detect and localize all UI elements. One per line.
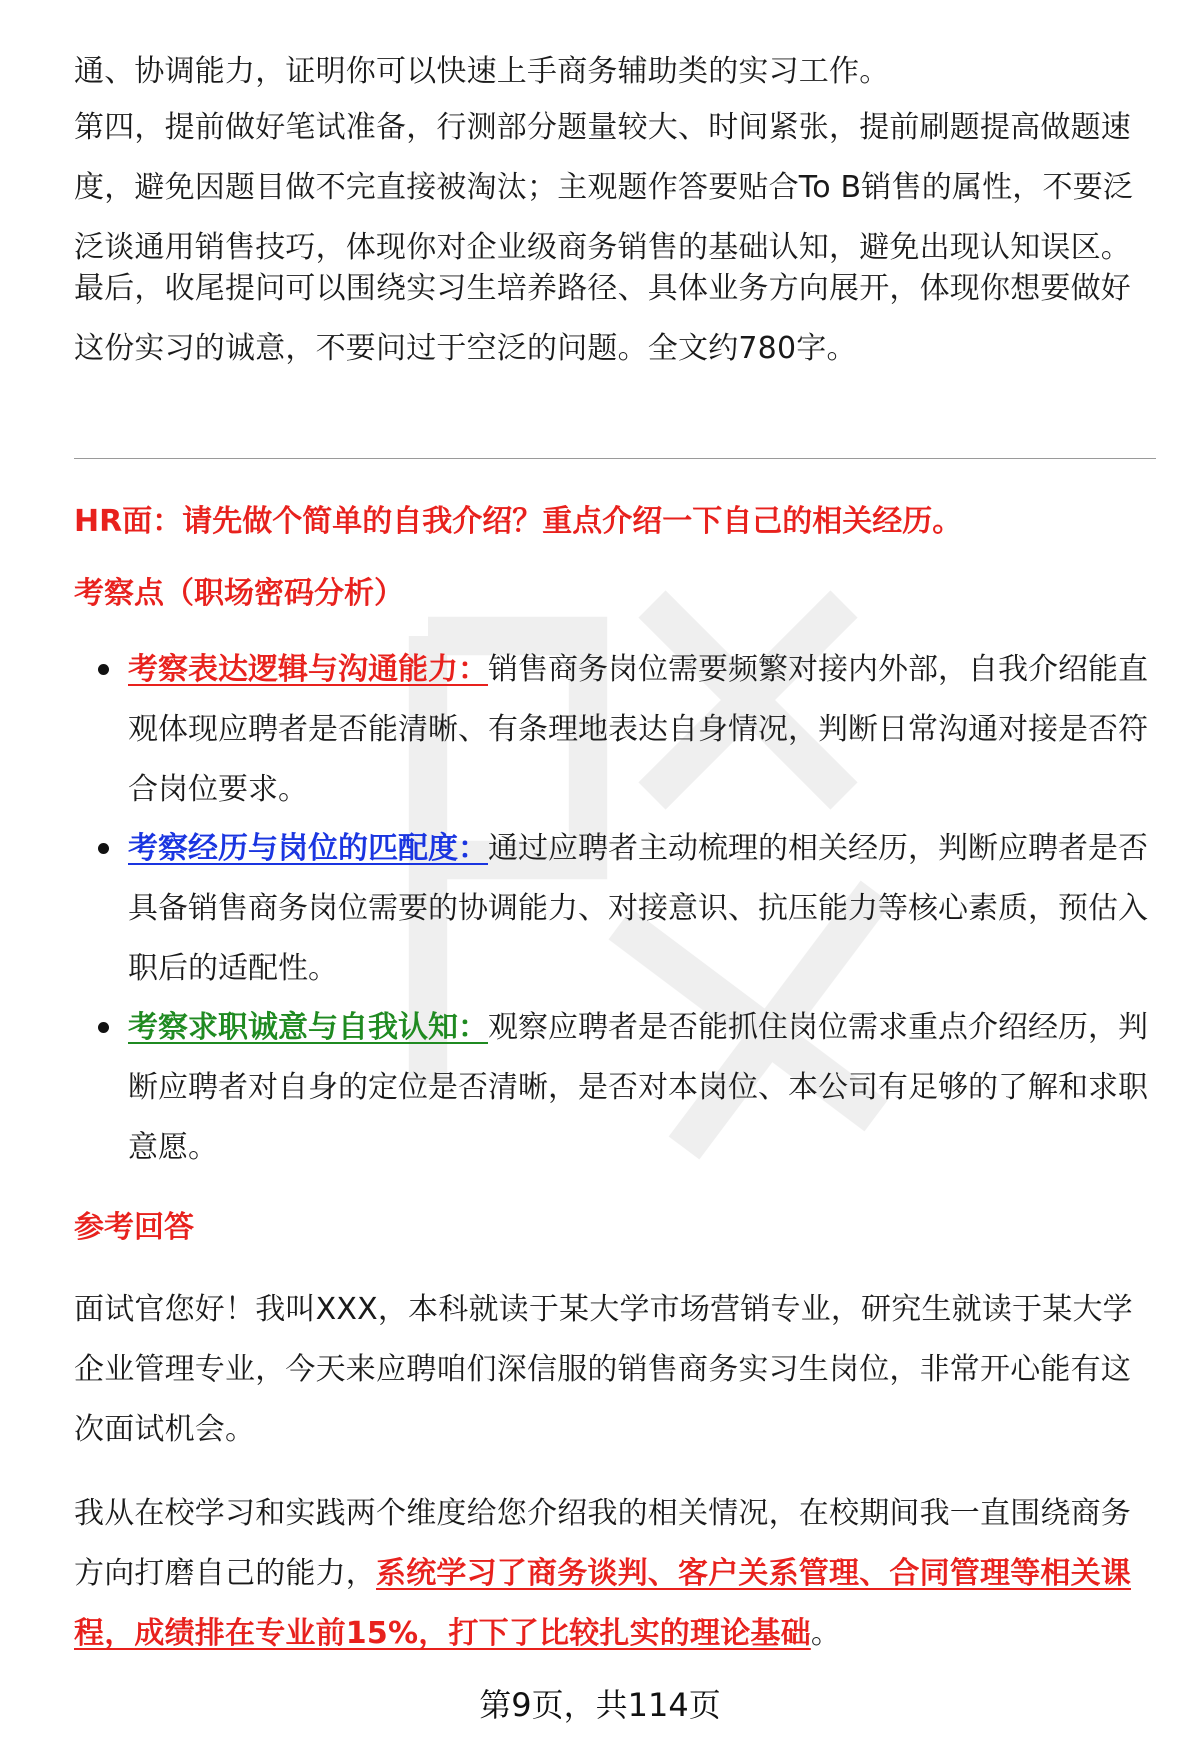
list-item: [74, 640, 1156, 820]
interview-question: HR面：请先做个简单的自我介绍？重点介绍一下自己的相关经历。: [74, 504, 963, 539]
section-divider: [74, 458, 1156, 459]
point-key: 考察表达逻辑与沟通能力：: [128, 652, 488, 687]
answer-highlight: 系统学习了商务谈判、客户关系管理、合同管理等相关课程，成绩排在专业前15%，打下了比较扎实的理论基础: [74, 1556, 1131, 1651]
paragraph-fourth: 第四，提前做好笔试准备，行测部分题量较大、时间紧张，提前刷题提高做题速度，避免因题目做不完直接被淘汰；主观题作答要贴合To B销售的属性，不要泛泛谈通用销售技巧，体现你对企业级商务销售的基础认知，避免出现认知误区。: [74, 110, 1134, 265]
answer-paragraph-1: 面试官您好！我叫XXX，本科就读于某大学市场营销专业，研究生就读于某大学企业管理专业，今天来应聘咱们深信服的销售商务实习生岗位，非常开心能有这次面试机会。: [74, 1292, 1133, 1447]
bullet-dot-icon: [98, 664, 109, 675]
point-text: 销售商务岗位需要频繁对接内外部，自我介绍能直观体现应聘者是否能清晰、有条理地表达自身情况，判断日常沟通对接是否符合岗位要求。: [128, 652, 1148, 807]
analysis-list: [74, 640, 1156, 1178]
continued-text-line: 通、协调能力，证明你可以快速上手商务辅助类的实习工作。: [74, 54, 890, 89]
answer-heading: 参考回答: [74, 1210, 194, 1245]
page-number: 第9页，共114页: [479, 1686, 721, 1724]
point-text: 观察应聘者是否能抓住岗位需求重点介绍经历，判断应聘者对自身的定位是否清晰，是否对本岗位、本公司有足够的了解和求职意愿。: [128, 1010, 1148, 1165]
answer-text-end: 。: [810, 1616, 842, 1651]
point-key: 考察经历与岗位的匹配度：: [128, 831, 488, 866]
list-item: [74, 819, 1156, 999]
answer-text: 我从在校学习和实践两个维度给您介绍我的相关情况，在校期间我一直围绕商务方向打磨自己的能力，: [74, 1496, 1131, 1591]
analysis-heading: 考察点（职场密码分析）: [74, 576, 404, 611]
bullet-dot-icon: [98, 843, 109, 854]
paragraph-last: 最后，收尾提问可以围绕实习生培养路径、具体业务方向展开，体现你想要做好这份实习的诚意，不要问过于空泛的问题。全文约780字。: [74, 271, 1131, 366]
point-key: 考察求职诚意与自我认知：: [128, 1010, 488, 1045]
point-text: 通过应聘者主动梳理的相关经历，判断应聘者是否具备销售商务岗位需要的协调能力、对接意识、抗压能力等核心素质，预估入职后的适配性。: [128, 831, 1148, 986]
answer-paragraph-2: [74, 1484, 1154, 1664]
list-item: [74, 998, 1156, 1178]
bullet-dot-icon: [98, 1022, 109, 1033]
